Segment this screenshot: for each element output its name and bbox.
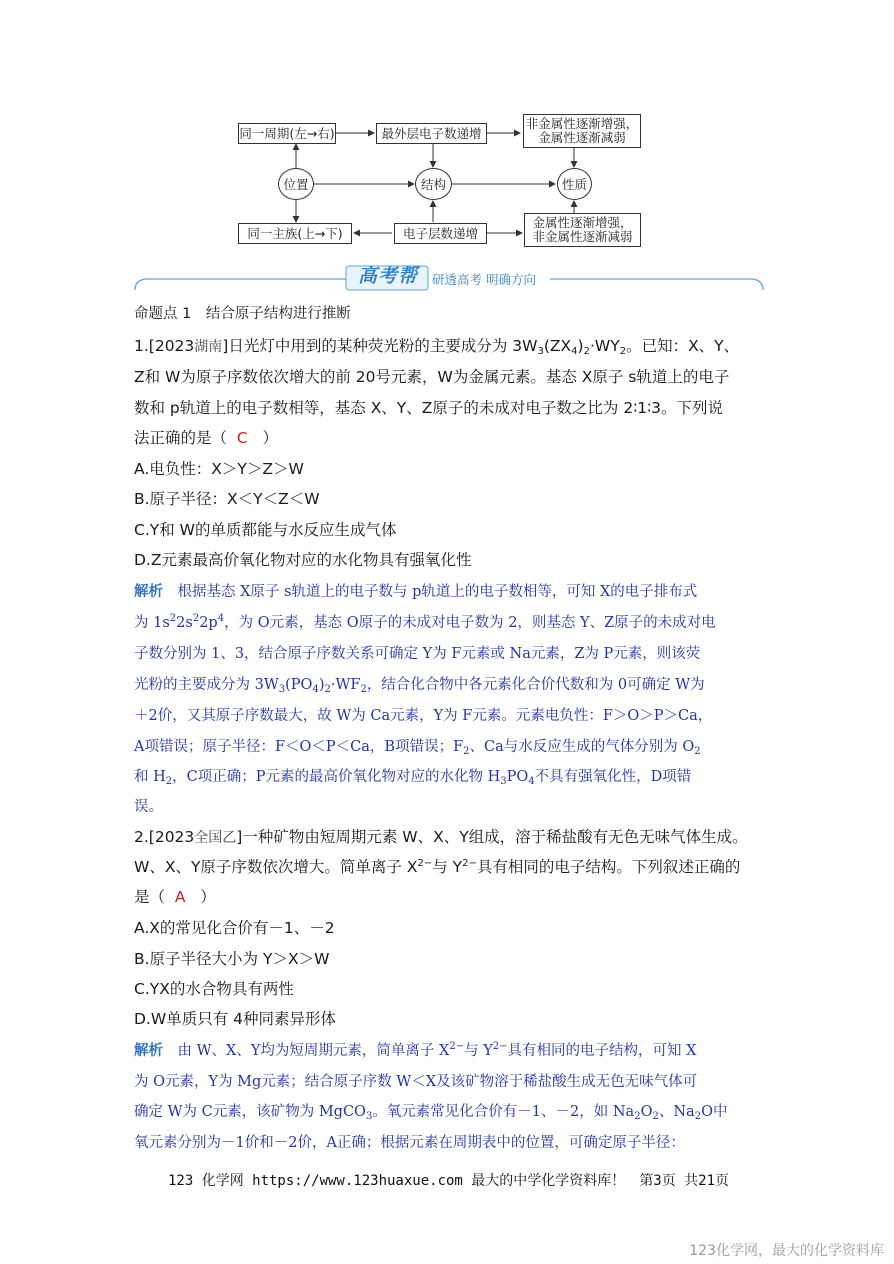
q1-option-a: A.电负性：X＞Y＞Z＞W — [134, 460, 304, 478]
q1-option-d: D.Z元素最高价氧化物对应的水化物具有强氧化性 — [134, 551, 472, 569]
q1-line-1: 1.[2023湖南]日光灯中用到的某种荧光粉的主要成分为 $3W_3(ZX_4)_2\cdot WY_2$。已知：X、Y、 — [134, 337, 740, 357]
page-footer: 123 化学网 https://www.123huaxue.com 最大的中学化学资料库！ 第3页 共21页 — [168, 1173, 730, 1189]
q2-option-c: C.YX的水合物具有两性 — [134, 980, 294, 998]
q1-line-2: Z和 W为原子序数依次增大的前 20号元素，W为金属元素。基态 X原子 s轨道上的电子 — [134, 368, 730, 386]
a1-line-7: 和 $H_2$，C项正确；P元素的最高价氧化物对应的水化物 $H_3PO_4$不具有强氧化性，D项错 — [134, 769, 692, 787]
q2-answer: A — [174, 888, 186, 906]
section-banner — [134, 262, 764, 292]
q2-option-d: D.W单质只有 4种同素异形体 — [134, 1010, 336, 1028]
box-same-period: 同一周期(左→右) — [238, 123, 336, 144]
q1-answer: C — [236, 429, 248, 447]
box-bottom-property: 金属性逐渐增强， 非金属性逐渐减弱 — [524, 213, 641, 247]
q1-source: 湖南 — [194, 339, 223, 355]
box-same-group: 同一主族(上→下) — [238, 223, 352, 244]
a1-line-8: 误。 — [134, 799, 163, 815]
a1-line-5: ＋2价，又其原子序数最大，故 W为 Ca元素，Y为 F元素。元素电负性：F＞O＞P＞Ca， — [134, 708, 713, 724]
site-watermark: 123化学网，最大的化学资料库 — [689, 1243, 884, 1259]
section-title: 命题点 1 结合原子结构进行推断 — [134, 306, 351, 322]
box-shell-count: 电子层数递增 — [394, 223, 487, 244]
q2-line-2: W、X、Y原子序数依次增大。简单离子 $X^{2-}$与 $Y^{2-}$具有相同的电子结构。下列叙述正确的 — [134, 858, 741, 876]
a1-line-3: 子数分别为 1、3，结合原子序数关系可确定 Y为 F元素或 Na元素，Z为 P元素，则该荧 — [134, 646, 701, 662]
a1-line-4: 光粉的主要成分为 $3W_3(PO_4)_2\cdot WF_2$，结合化合物中各元素化合价代数和为 0可确定 W为 — [134, 677, 705, 695]
a2-line-1: 解析 由 W、X、Y均为短周期元素，简单离子 $X^{2-}$与 $Y^{2-}$具有相同的电子结构，可知 X — [134, 1041, 697, 1059]
q1-line-3: 数和 p轨道上的电子数相等，基态 X、Y、Z原子的未成对电子数之比为 2∶1∶3。下列说 — [134, 399, 723, 417]
a1-line-6: A项错误；原子半径：F＜O＜P＜Ca，B项错误；$F_2$、Ca与水反应生成的气体分别为 $O_2$ — [134, 739, 701, 757]
circle-property: 性质 — [557, 168, 592, 200]
q2-option-b: B.原子半径大小为 Y＞X＞W — [134, 950, 330, 968]
box-outer-electrons: 最外层电子数递增 — [376, 123, 487, 144]
q2-source: 全国乙 — [194, 830, 237, 846]
q1-option-b: B.原子半径：X＜Y＜Z＜W — [134, 490, 320, 508]
periodic-trend-diagram — [230, 110, 650, 252]
a1-line-2: 为 $1s^22s^22p^4$，为 O元素，基态 O原子的未成对电子数为 2，则基态 Y、Z原子的未成对电 — [134, 613, 716, 631]
a2-line-2: 为 O元素，Y为 Mg元素；结合原子序数 W＜X及该矿物溶于稀盐酸生成无色无味气体可 — [134, 1074, 698, 1090]
a1-line-1: 解析 根据基态 X原子 s轨道上的电子数与 p轨道上的电子数相等，可知 X的电子排布式 — [134, 584, 698, 600]
q1-line-4: 法正确的是（ C ） — [134, 429, 278, 447]
q2-line-1: 2.[2023全国乙]一种矿物由短周期元素 W、X、Y组成，溶于稀盐酸有无色无味气体生成。 — [134, 828, 748, 846]
a2-line-3: 确定 W为 C元素，该矿物为 MgCO$_3$。氧元素常见化合价有－1、－2，如 $Na_2O_2$、$Na_2O$中 — [134, 1104, 728, 1122]
q2-option-a: A.X的常见化合价有－1、－2 — [134, 919, 335, 937]
a2-label: 解析 — [134, 1043, 163, 1059]
circle-position: 位置 — [278, 168, 314, 200]
banner-subtitle: 研透高考 明确方向 — [432, 272, 536, 287]
q1-option-c: C.Y和 W的单质都能与水反应生成气体 — [134, 521, 397, 539]
a1-label: 解析 — [134, 584, 163, 600]
box-top-property: 非金属性逐渐增强， 金属性逐渐减弱 — [523, 114, 641, 148]
banner-title: 高考帮 — [357, 265, 418, 287]
a2-line-4: 氧元素分别为－1价和－2价，A正确；根据元素在周期表中的位置，可确定原子半径： — [134, 1135, 685, 1151]
circle-structure: 结构 — [415, 168, 452, 200]
q2-line-3: 是（ A ） — [134, 888, 216, 906]
